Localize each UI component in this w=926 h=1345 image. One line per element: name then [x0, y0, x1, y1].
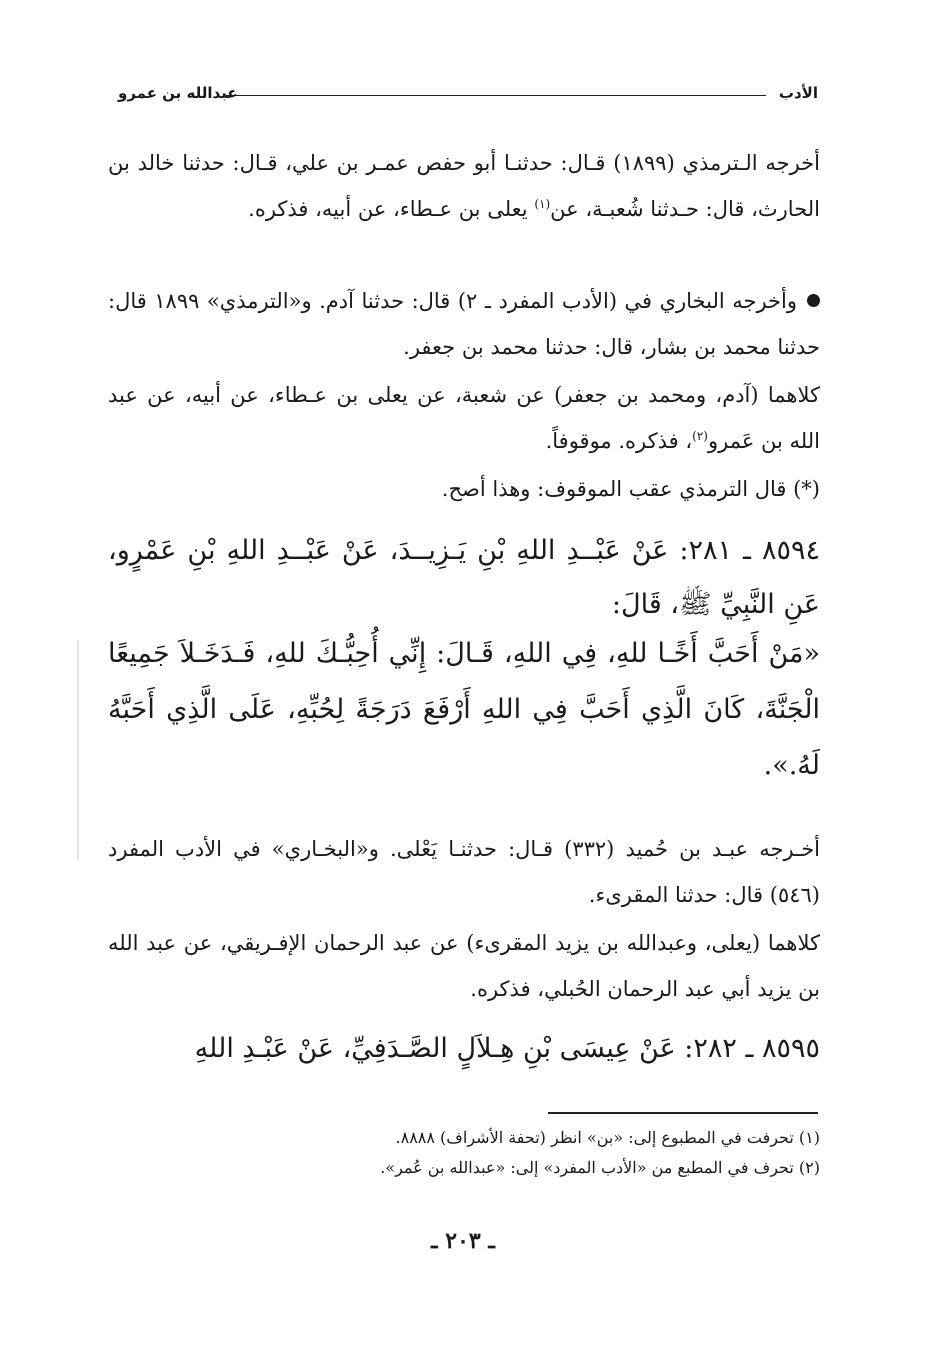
- hadith-8594-matn: [108, 626, 820, 794]
- hadith-8594-isnad: [108, 524, 820, 632]
- paragraph-text: كلاهما (آدم، ومحمد بن جعفر) عن شعبة، عن يعلى بن عـطاء، عن أبيه، عن عبد الله بن عَمرو: [108, 383, 820, 453]
- paragraph-text: كلاهما (يعلى، وعبدالله بن يزيد المقرىء) عن عبد الرحمان الإفـريقي، عن عبد الله بن يزيد أبي عبد الرحمان الحُبلي، فذكره.: [108, 931, 820, 1001]
- paragraph-text-cont: يعلى بن عـطاء، عن أبيه، فذكره.: [248, 197, 535, 221]
- footnote-separator: [548, 1112, 818, 1114]
- page-number: ـ ٢٠٣ ـ: [431, 1228, 495, 1254]
- paragraph-takhrij-tirmidhi: [108, 140, 820, 232]
- paragraph-bukhari-bullet: [108, 278, 820, 370]
- footnote-text: (٢) تحرف في المطبع من «الأدب المفرد» إلى: «عبدالله بن عُمر».: [380, 1158, 820, 1177]
- footnote-ref-1[interactable]: (١): [534, 197, 551, 211]
- hadith-isnad-text: ٨٥٩٥ ـ ٢٨٢: عَنْ عِيسَى بْنِ هِـلاَلٍ الصَّـدَفِيِّ، عَنْ عَبْـدِ اللهِ: [194, 1033, 820, 1064]
- bullet-icon: [807, 294, 820, 307]
- hadith-isnad-text: ٨٥٩٤ ـ ٢٨١: عَنْ عَبْــدِ اللهِ بْنِ يَـزِيــدَ، عَنْ عَبْــدِ اللهِ بْنِ عَمْرٍو، عَنِ النَّبِيِّ ﷺ، قَالَ:: [108, 535, 820, 620]
- header-chapter-title: الأدب: [778, 84, 818, 102]
- paragraph-text: أخـرجه عبـد بن حُميد (٣٣٢) قـال: حدثنـا يَعْلى. و«البخـاري» في الأدب المفرد (٥٤٦) قال: حدثنا المقرىء.: [108, 837, 821, 907]
- scan-artifact-line: [77, 640, 79, 860]
- paragraph-kilahuma-2: [108, 920, 820, 1012]
- paragraph-text-cont: ، فذكره. موقوفاً.: [545, 429, 693, 453]
- hadith-matn-text: «مَنْ أَحَبَّ أَخًـا للهِ، فِي اللهِ، قَـالَ: إِنِّي أُحِبُّـكَ للهِ، فَـدَخَـلاَ جَمِيعًا الْجَنَّةَ، كَانَ الَّذِي أَحَبَّ فِي اللهِ أَرْفَعَ دَرَجَةً لِحُبِّهِ، عَلَى الَّذِي أَحَبَّهُ لَهُ.».: [108, 638, 820, 781]
- paragraph-kilahuma-1: [108, 372, 820, 464]
- paragraph-text: وأخرجه البخاري في (الأدب المفرد ـ ٢) قال: حدثنا آدم. و«الترمذي» ١٨٩٩ قال: حدثنا محمد بن بشار، قال: حدثنا محمد بن جعفر.: [108, 289, 820, 359]
- paragraph-text: أخرجه الـترمذي (١٨٩٩) قـال: حدثنـا أبو حفص عمـر بن علي، قـال: حدثنا خالد بن الحارث، قال: حـدثنا شُعبـة، عن: [108, 151, 820, 221]
- paragraph-abd-bin-humaid: [108, 826, 820, 918]
- paragraph-tirmidhi-note: [108, 466, 820, 512]
- footnote-ref-2[interactable]: (٢): [692, 429, 708, 443]
- header-section-title: عبدالله بن عمرو: [118, 84, 238, 102]
- footnote-text: (١) تحرفت في المطبوع إلى: «بن» انظر (تحفة الأشراف) ٨٨٨٨.: [395, 1128, 820, 1147]
- header-rule: [226, 95, 766, 96]
- footnote-1: [108, 1124, 820, 1152]
- footnote-2: [108, 1154, 820, 1182]
- running-header: [118, 78, 818, 108]
- paragraph-text: (*) قال الترمذي عقب الموقوف: وهذا أصح.: [441, 477, 820, 501]
- hadith-8595-isnad: [108, 1022, 820, 1076]
